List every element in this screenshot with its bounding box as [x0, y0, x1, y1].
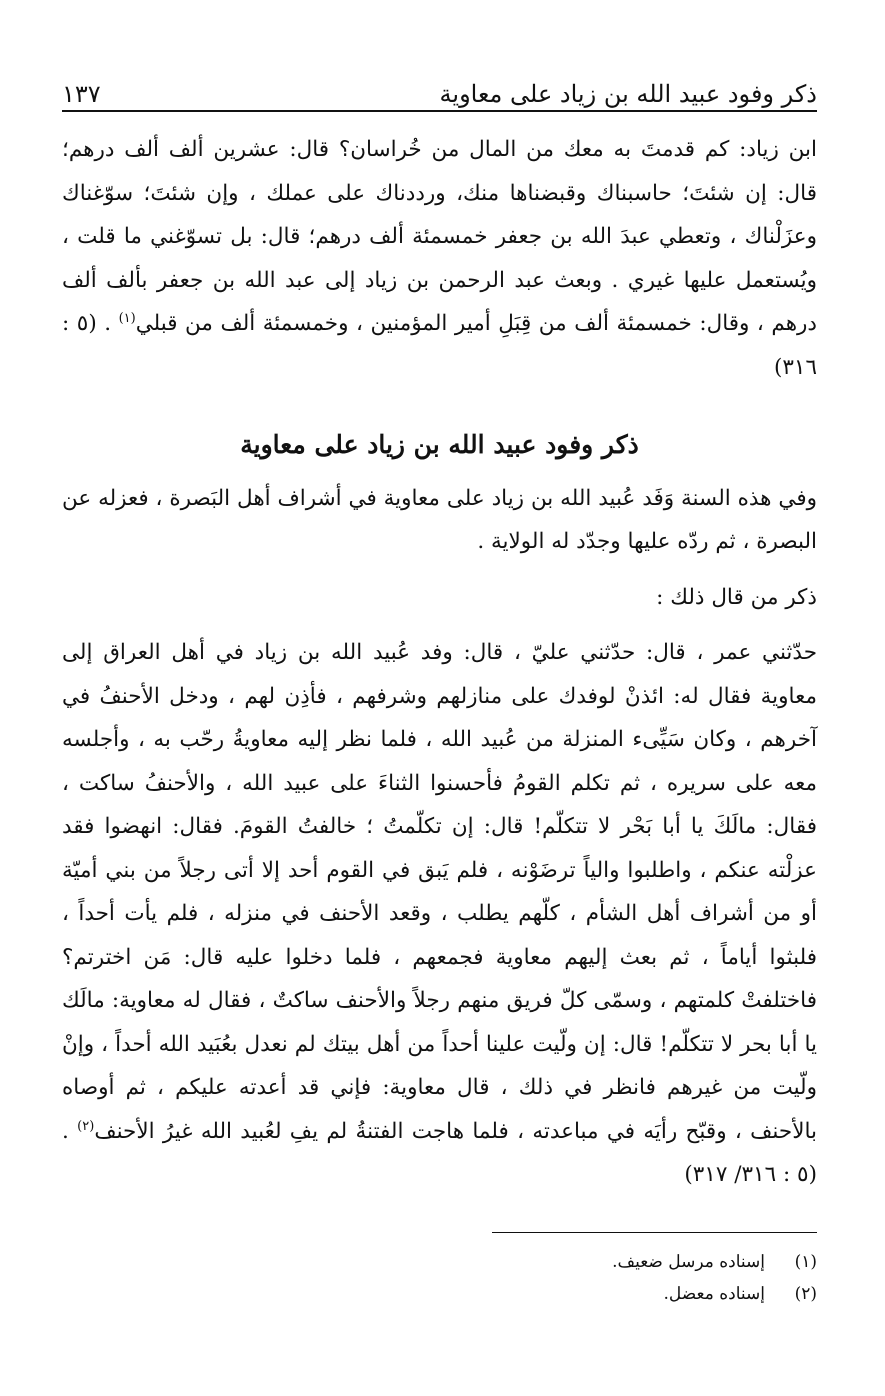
running-title: ذكر وفود عبيد الله بن زياد على معاوية	[439, 80, 817, 108]
paragraph-1	[62, 128, 817, 389]
footnote-2-number: (٢)	[794, 1284, 817, 1304]
paragraph-3: ذكر من قال ذلك :	[656, 584, 817, 610]
header-divider	[62, 110, 817, 112]
paragraph-2: وفي هذه السنة وَفَد عُبيد الله بن زياد على معاوية في أشراف أهل البَصرة ، فعزله عن البصرة ، ثم ردّه عليها وجدّد له الولاية .	[62, 485, 817, 554]
paragraph-1-text: ابن زياد: كم قدمتَ به معك من المال من خُراسان؟ قال: عشرين ألف ألف درهم؛ قال: إن شئتَ؛ حاسبناك وقبضناها منك، ورددناك على عملك ، وإن شئتَ؛ سوّغناك وعزَلْناك ، وتعطي عبدَ الله بن جعفر خمسمئة ألف درهم؛ قال: بل تسوّغني ما قلت ، ويُستعمل عليها غيري . وبعث عبد الرحمن بن زياد إلى عبد الله بن جعفر بألف ألف درهم ، وقال: خمسمئة ألف من قِبَلِ أمير المؤمنين ، وخمسمئة ألف من قبلي	[62, 137, 817, 336]
footnote-2-text: إسناده معضل.	[663, 1284, 765, 1304]
main-text	[62, 128, 817, 1197]
paragraph-4	[62, 631, 817, 1197]
footnote-divider	[492, 1232, 817, 1233]
page-header	[62, 68, 817, 108]
footnote-1-number: (١)	[794, 1252, 817, 1272]
footnote-1	[62, 1246, 817, 1278]
paragraph-4-reference: . (٥ : ٣١٦/ ٣١٧)	[62, 1118, 817, 1187]
footnotes	[62, 1246, 817, 1310]
paragraph-4-text: حدّثني عمر ، قال: حدّثني عليّ ، قال: وفد عُبيد الله بن زياد في أهل العراق إلى معاوية فقال له: ائذنْ لوفدك على منازلهم وشرفهم ، فأذِن لهم ، ودخل الأحنفُ في آخرهم ، وكان سَيِّىء المنزلة من عُبيد الله ، فلما نظر إليه معاويةُ رحّب به ، وأجلسه معه على سريره ، ثم تكلم القومُ فأحسنوا الثناءَ على عبيد الله ، والأحنفُ ساكت ، فقال: مالَكَ يا أبا بَحْر لا تتكلّم! قال: إن تكلّمتُ ؛ خالفتُ القومَ. فقال: انهضوا فقد عزلْته عنكم ، واطلبوا والياً ترضَوْنه ، فلم يَبق في القوم أحد إلا أتى رجلاً من بني أميّة أو من أشراف أهل الشأم ، كلّهم يطلب ، وقعد الأحنف في منزله ، فلم يأت أحداً ، فلبثوا أياماً ، ثم بعث إليهم معاوية فجمعهم ، فلما دخلوا عليه قال: مَن اخترتم؟ فاختلفتْ كلمتهم ، وسمّى كلّ فريق منهم رجلاً والأحنف ساكتٌ ، فقال له معاوية: مالَك يا أبا بحر لا تتكلّم! قال: إن ولّيت علينا أحداً من أهل بيتك لم نعدل بعُبَيد الله أحداً ، وإنْ ولّيت من غيرهم فانظر في ذلك ، قال معاوية: فإني قد أعدته عليكم ، ثم أوصاه بالأحنف ، وقبّح رأيَه في مباعدته ، فلما هاجت الفتنةُ لم يفِ لعُبيد الله غيرُ الأحنف	[62, 640, 817, 1144]
footnote-2	[62, 1278, 817, 1310]
page-number: ١٣٧	[62, 80, 101, 108]
footnote-marker-1: (١)	[118, 310, 136, 326]
paragraph-1-reference: . (٥ : ٣١٦)	[62, 311, 817, 380]
footnote-1-text: إسناده مرسل ضعيف.	[612, 1252, 765, 1272]
section-heading: ذكر وفود عبيد الله بن زياد على معاوية	[240, 430, 639, 459]
footnote-marker-2: (٢)	[77, 1118, 95, 1134]
